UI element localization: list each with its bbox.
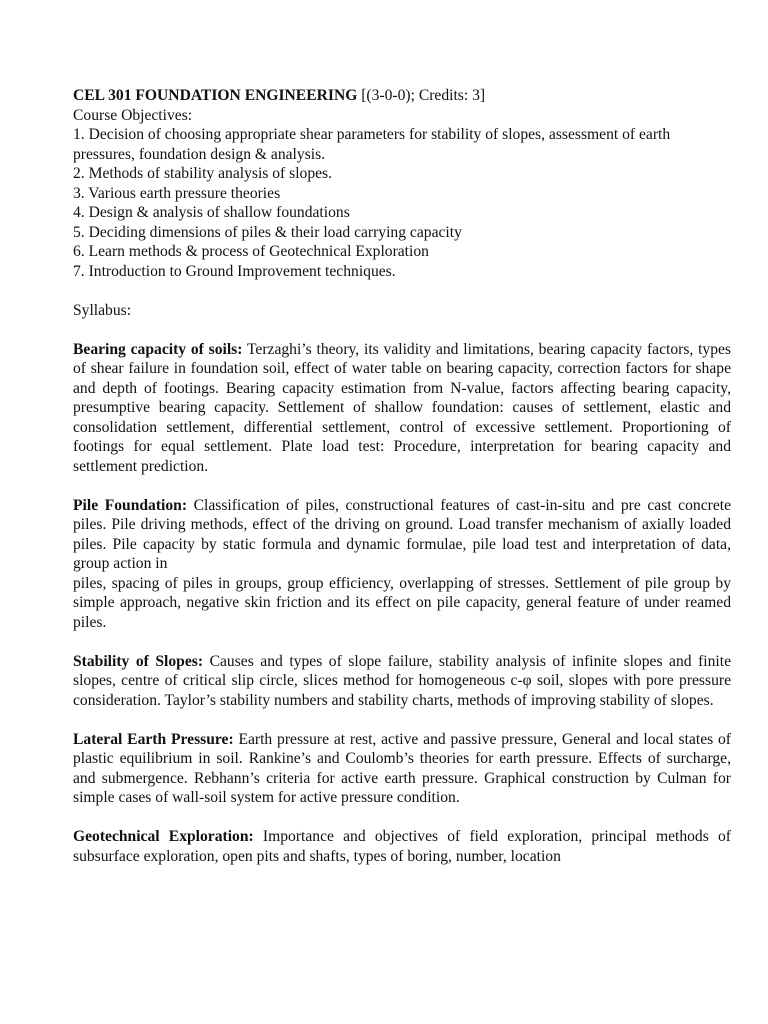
course-meta: [(3-0-0); Credits: 3] (357, 87, 486, 104)
section-pile-foundation-continued (73, 574, 731, 633)
section-heading: Geotechnical Exploration: (73, 828, 254, 845)
syllabus-label: Syllabus: (73, 301, 132, 319)
section-stability-of-slopes (73, 652, 731, 711)
section-bearing-capacity (73, 340, 731, 477)
section-body: piles, spacing of piles in groups, group efficiency, overlapping of stresses. Settlement of pile group by simple approach, negative skin friction and its effect on pile capacity, general feature of under reamed piles. (73, 574, 731, 631)
section-heading: Stability of Slopes: (73, 652, 204, 670)
section-body: Terzaghi’s theory, its validity and limitations, bearing capacity factors, types of shear failure in foundation soil, effect of water table on bearing capacity, correction factors for shape and depth of footings. Bearing capacity estimation from N-value, factors affecting bearing capacity, presumptive bearing capacity. Settlement of shallow foundation: causes of settlement, elastic and consolidation settlement, differential settlement, control of excessive settlement. Proportioning of footings for equal settlement. Plate load test: Procedure, interpretation for bearing capacity and settlement prediction. (73, 340, 732, 475)
spacer (73, 808, 731, 828)
section-body: Importance and objectives of field exploration, principal methods of subsurface exploration, open pits and shafts, types of boring, number, location (73, 828, 731, 865)
objective-item: 2. Methods of stability analysis of slopes. (73, 165, 333, 182)
section-pile-foundation (73, 496, 731, 574)
spacer (73, 710, 731, 730)
objectives-list (73, 125, 731, 281)
course-title: CEL 301 FOUNDATION ENGINEERING (73, 87, 358, 104)
section-heading: Pile Foundation: (73, 496, 188, 514)
objective-item: pressures, foundation design & analysis. (73, 145, 326, 163)
course-header (73, 86, 731, 125)
spacer (73, 320, 731, 340)
objective-item: 3. Various earth pressure theories (73, 184, 281, 202)
spacer (73, 632, 731, 652)
section-heading: Lateral Earth Pressure: (73, 730, 234, 748)
objective-item: 6. Learn methods & process of Geotechnical Exploration (73, 243, 429, 260)
spacer (73, 476, 731, 496)
section-body: Earth pressure at rest, active and passive pressure, General and local states of plastic equilibrium in soil. Rankine’s and Coulomb’s theories for earth pressure. Effects of surcharge, and submergence. Rebhann’s criteria for active earth pressure. Graphical construction by Culman for simple cases of wall-soil system for active pressure condition. (73, 730, 731, 806)
section-body: Causes and types of slope failure, stability analysis of infinite slopes and finite slopes, centre of critical slip circle, slices method for homogeneous c-φ soil, slopes with pore pressure consideration. Taylor’s stability numbers and stability charts, methods of improving stability of slopes. (73, 652, 732, 709)
objective-item: 4. Design & analysis of shallow foundations (73, 204, 350, 221)
section-body: Classification of piles, constructional features of cast-in-situ and pre cast concrete piles. Pile driving methods, effect of the driving on ground. Load transfer mechanism of axially loaded piles. Pile capacity by static formula and dynamic formulae, pile load test and interpretation of data, group action in (73, 496, 731, 572)
objective-item: 7. Introduction to Ground Improvement techniques. (73, 262, 396, 280)
objectives-label: Course Objectives: (73, 106, 193, 124)
section-lateral-earth-pressure (73, 730, 731, 808)
objective-item: 5. Deciding dimensions of piles & their load carrying capacity (73, 223, 462, 241)
course-title-line (73, 86, 731, 106)
section-geotechnical-exploration (73, 827, 731, 866)
document-page (73, 86, 731, 866)
spacer (73, 281, 731, 301)
section-heading: Bearing capacity of soils: (73, 340, 243, 358)
objective-item: 1. Decision of choosing appropriate shear parameters for stability of slopes, assessment of earth (73, 126, 671, 143)
